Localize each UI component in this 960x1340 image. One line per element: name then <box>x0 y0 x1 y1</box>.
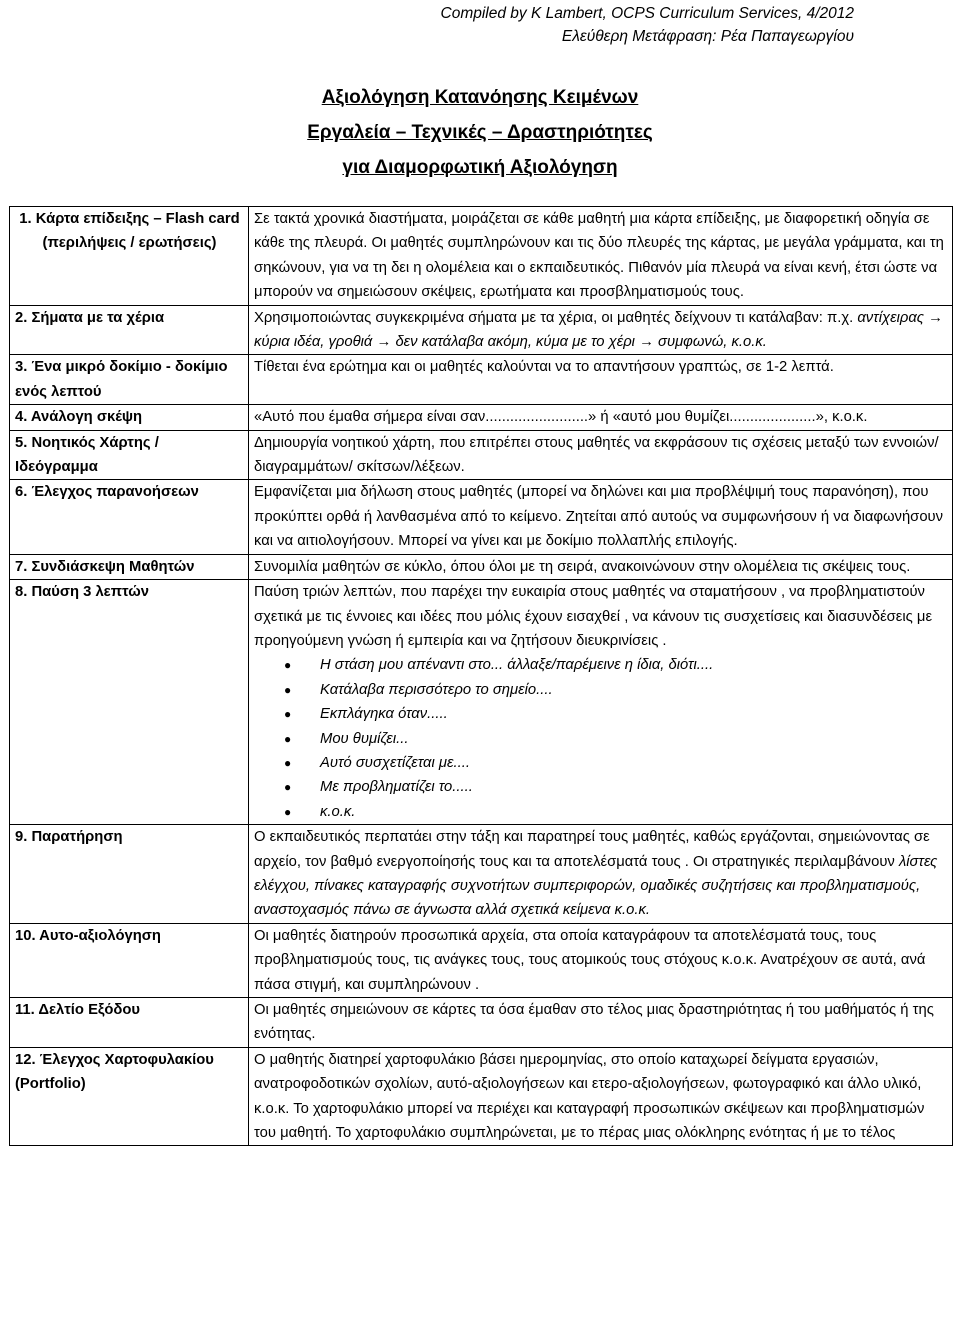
technique-name: 8. Παύση 3 λεπτών <box>10 580 249 825</box>
list-item: ● κ.ο.κ. <box>320 800 948 824</box>
technique-description: Σε τακτά χρονικά διαστήματα, μοιράζεται σε κάθε μαθητή μια κάρτα επίδειξης, με διαφορετική οδηγία σε κάθε της πλευρά. Οι μαθητές συμπληρώνουν και τις δύο πλευρές της κάρτας, με μεγάλα γράμματα, και τη σηκώνουν, για να τη δει η ολομέλεια και ο εκπαιδευτικός. Πιθανόν μία πλευρά να είναι κενή, έτσι ώστε να μπορούν να σημειώσουν σκέψεις, ερωτήματα και προσβληματισμούς τους. <box>249 207 953 306</box>
description-text: Ο εκπαιδευτικός περπατάει στην τάξη και παρατηρεί τους μαθητές, καθώς εργάζονται, σημειώνοντας σε αρχείο, τον βαθμό ενεργοποίησής τους και τα αποτελέσματά τους . Οι στρατηγικές περιλαμβάνουν <box>254 829 930 870</box>
technique-name: 3. Ένα μικρό δοκίμιο - δοκίμιο ενός λεπτού <box>10 355 249 405</box>
table-row <box>10 554 953 579</box>
technique-name: 10. Αυτο-αξιολόγηση <box>10 923 249 997</box>
list-item: ● Η στάση μου απέναντι στο... άλλαξε/παρέμεινε η ίδια, διότι.... <box>320 653 948 677</box>
strategies-text: λίστες ελέγχου, πίνακες καταγραφής συχνοτήτων συμπεριφορών, ομαδικές συζητήσεις και προβληματισμούς, αναστοχασμός πάνω σε άγνωστα αλλά σχετικά κείμενα κ.ο.κ. <box>254 853 938 919</box>
table-row <box>10 480 953 554</box>
technique-name: 11. Δελτίο Εξόδου <box>10 998 249 1048</box>
title-line-1: Αξιολόγηση Κατανόησης Κειμένων <box>321 87 639 108</box>
title-line-2: Εργαλεία – Τεχνικές – Δραστηριότητες <box>307 122 653 143</box>
table-row <box>10 923 953 997</box>
technique-name: 2. Σήματα με τα χέρια <box>10 305 249 355</box>
table-row <box>10 405 953 430</box>
arrow-icon: → <box>376 334 392 351</box>
technique-description <box>249 825 953 924</box>
technique-name: 7. Συνδιάσκεψη Μαθητών <box>10 554 249 579</box>
compiled-by-note: Compiled by K Lambert, OCPS Curriculum Services, 4/2012 <box>440 5 854 22</box>
table-row <box>10 825 953 924</box>
hand-signal-example: αντίχειρας <box>857 309 924 326</box>
technique-description: Ο μαθητής διατηρεί χαρτοφυλάκιο βάσει ημερομηνίας, στο οποίο καταχωρεί δείγματα εργασιών, ανατροφοδοτικών σχολίων, αυτό-αξιολογήσεων και ετερο-αξιολογήσεων, φωτογραφικό και άλλο υλικό, κ.ο.κ. Το χαρτοφυλάκιο μπορεί να περιέχει και καταγραφή προσωπικών σκέψεων και προβληματισμών του μαθητή. Το χαρτοφυλάκιο συμπληρώνεται, με το πέρας μιας ολόκληρης ενότητας ή με το τέλος <box>249 1047 953 1146</box>
list-item: ● Εκπλάγηκα όταν..... <box>320 702 948 726</box>
document-title <box>0 80 960 185</box>
prompt-list <box>254 653 948 824</box>
table-row <box>10 305 953 355</box>
technique-description: Εμφανίζεται μια δήλωση στους μαθητές (μπορεί να δηλώνει και μια προβλέψιμή τους παρανόηση), που προκύπτει ορθά ή λανθασμένα από το κείμενο. Ζητείται από αυτούς να συμφωνήσουν ή να διαφωνήσουν και να αιτιολογήσουν. Μπορεί να γίνει και με δοκίμιο πολλαπλής επιλογής. <box>249 480 953 554</box>
hand-signal-example: κύρια ιδέα, γροθιά <box>254 334 373 351</box>
table-row <box>10 998 953 1048</box>
hand-signal-example: συμφωνώ, κ.ο.κ. <box>658 334 767 351</box>
table-row <box>10 1047 953 1146</box>
title-line-3: για Διαμορφωτική Αξιολόγηση <box>342 157 618 178</box>
list-item: ● Αυτό συσχετίζεται με.... <box>320 751 948 775</box>
technique-description: Τίθεται ένα ερώτημα και οι μαθητές καλούνται να το απαντήσουν γραπτώς, σε 1-2 λεπτά. <box>249 355 953 405</box>
description-text: Χρησιμοποιώντας συγκεκριμένα σήματα με τα χέρια, οι μαθητές δείχνουν τι κατάλαβαν: π.χ. <box>254 309 854 326</box>
technique-name: 5. Νοητικός Χάρτης / Ιδεόγραμμα <box>10 430 249 480</box>
technique-description: Οι μαθητές διατηρούν προσωπικά αρχεία, στα οποία καταγράφουν τα αποτελέσματά τους, τους προβληματισμούς τους, τις ανάγκες τους, τους ατομικούς τους στόχους κ.ο.κ. Ανατρέχουν σε αυτά, ανά πάσα στιγμή, και συμπληρώνουν . <box>249 923 953 997</box>
technique-description <box>249 580 953 825</box>
technique-description: Οι μαθητές σημειώνουν σε κάρτες τα όσα έμαθαν στο τέλος μιας δραστηριότητας ή του μαθήματός ή της ενότητας. <box>249 998 953 1048</box>
list-item: ● Κατάλαβα περισσότερο το σημείο.... <box>320 678 948 702</box>
technique-description: Συνομιλία μαθητών σε κύκλο, όπου όλοι με τη σειρά, ανακοινώνουν στην ολομέλεια τις σκέψεις τους. <box>249 554 953 579</box>
list-item: ● Μου θυμίζει... <box>320 727 948 751</box>
techniques-table <box>9 206 953 1146</box>
technique-description: «Αυτό που έμαθα σήμερα είναι σαν.........................» ή «αυτό μου θυμίζει.....................», κ.ο.κ. <box>249 405 953 430</box>
arrow-icon: → <box>639 334 654 351</box>
technique-name: 1. Κάρτα επίδειξης – Flash card (περιλήψεις / ερωτήσεις) <box>10 207 249 306</box>
technique-description <box>249 305 953 355</box>
table-row <box>10 355 953 405</box>
hand-signal-example: δεν κατάλαβα ακόμη, κύμα με το χέρι <box>395 334 635 351</box>
translation-note: Ελεύθερη Μετάφραση: Ρέα Παπαγεωργίου <box>561 28 854 45</box>
technique-name: 9. Παρατήρηση <box>10 825 249 924</box>
technique-description: Δημιουργία νοητικού χάρτη, που επιτρέπει στους μαθητές να εκφράσουν τις σχέσεις μεταξύ των εννοιών/ διαγραμμάτων/ σκίτσων/λέξεων. <box>249 430 953 480</box>
table-row <box>10 580 953 825</box>
arrow-icon: → <box>928 309 943 326</box>
page-header <box>441 2 855 48</box>
table-row <box>10 207 953 306</box>
technique-name: 4. Ανάλογη σκέψη <box>10 405 249 430</box>
description-text: Παύση τριών λεπτών, που παρέχει την ευκαιρία στους μαθητές να σταματήσουν , να προβληματιστούν σχετικά με τις έννοιες και ιδέες που μόλις έχουν εισαχθεί , να κάνουν τις συσχετίσεις και διασυνδέσεις με προηγούμενη γνώση ή εμπειρία και να ζητήσουν διευκρινίσεις . <box>254 584 933 649</box>
list-item: ● Με προβληματίζει το..... <box>320 775 948 799</box>
technique-name: 6. Έλεγχος παρανοήσεων <box>10 480 249 554</box>
technique-name: 12. Έλεγχος Χαρτοφυλακίου (Portfolio) <box>10 1047 249 1146</box>
table-row <box>10 430 953 480</box>
